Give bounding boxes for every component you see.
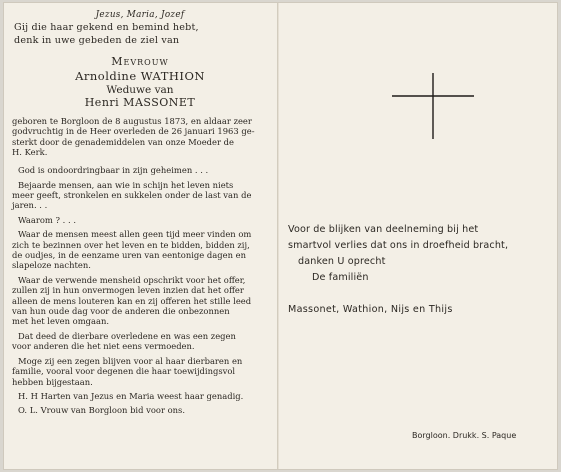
intro-line: denk in uwe gebeden de ziel van: [14, 35, 180, 46]
paragraph: [12, 229, 272, 271]
text-line: hebben bijgestaan.: [12, 376, 93, 387]
left-panel: [8, 3, 272, 420]
intro-line: Gij die haar gekend en bemind hebt,: [14, 22, 199, 33]
husband-name: Henri MASSONET: [84, 96, 196, 109]
text-line: Waarom ? . . .: [18, 214, 76, 225]
paragraph: [12, 275, 272, 327]
paragraph: [12, 405, 272, 415]
text-line: zich te bezinnen over het leven en te bidden, bidden zij,: [12, 239, 250, 250]
text-line: Bejaarde mensen, aan wie in schijn het leven niets: [18, 179, 234, 190]
paragraph: [12, 391, 272, 401]
text-line: van hun oude dag voor de anderen die onbezonnen: [12, 306, 230, 317]
thanks-line: danken U oprecht: [298, 256, 386, 267]
family-names: Massonet, Wathion, Nijs en Thijs: [288, 304, 453, 315]
deceased-name: Arnoldine WATHION: [75, 69, 205, 83]
cross-icon: [392, 73, 474, 139]
text-line: de oudjes, in de eenzame uren van eentonige dagen en: [12, 250, 246, 261]
thanks-line: smartvol verlies dat ons in droefheid bracht,: [288, 240, 509, 251]
paragraph: [12, 215, 272, 225]
text-line: voor anderen die het niet eens vermoeden.: [12, 341, 195, 352]
text-line: familie, vooral voor degenen die haar toewijdingsvol: [12, 366, 236, 377]
thanks-line: De familiën: [312, 272, 369, 283]
text-line: Waar de mensen meest allen geen tijd meer vinden om: [18, 229, 252, 240]
text-line: jaren. . .: [12, 200, 48, 211]
text-line: Waar de verwende mensheid opschrikt voor het offer,: [18, 274, 246, 285]
text-line: Dat deed de dierbare overledene en was een zegen: [18, 330, 236, 341]
birth-line: geboren te Borgloon de 8 augustus 1873, en aldaar zeer: [12, 116, 252, 126]
text-line: met het leven omgaan.: [12, 316, 110, 327]
text-line: zullen zij in hun onvermogen leven inzien dat het offer: [12, 285, 244, 296]
text-line: God is ondoordringbaar in zijn geheimen . . .: [18, 165, 209, 176]
text-line: Moge zij een zegen blijven voor al haar dierbaren en: [18, 355, 243, 366]
text-line: H. H Harten van Jezus en Maria weest haar genadig.: [18, 390, 244, 401]
meditation-text: [8, 165, 272, 416]
paragraph: [12, 180, 272, 211]
widow-of: Weduwe van: [106, 84, 174, 96]
motto: Jezus, Maria, Jozef: [95, 10, 185, 20]
text-line: alleen de mens louteren kan en zij offeren het stille leed: [12, 295, 252, 306]
title-mevrouw: Mevrouw: [111, 55, 169, 68]
birth-death-text: [8, 116, 272, 157]
card-fold: [277, 3, 279, 469]
paragraph: [12, 356, 272, 387]
birth-line: H. Kerk.: [12, 146, 48, 157]
thanks-line: Voor de blijken van deelneming bij het: [288, 224, 479, 235]
thanks-text: [288, 222, 550, 286]
intro-text: [8, 21, 272, 47]
paragraph: [12, 331, 272, 352]
text-line: O. L. Vrouw van Borgloon bid voor ons.: [18, 405, 186, 416]
birth-line: godvruchtig in de Heer overleden de 26 januari 1963 ge-: [12, 126, 255, 137]
text-line: meer geeft, stronkelen en sukkelen onder de last van de: [12, 190, 252, 200]
birth-line: sterkt door de genademiddelen van onze Moeder de: [12, 136, 234, 147]
printer-credit: Borgloon. Drukk. S. Paque: [412, 431, 517, 440]
paragraph: [12, 165, 272, 175]
text-line: slapeloze nachten.: [12, 260, 91, 271]
